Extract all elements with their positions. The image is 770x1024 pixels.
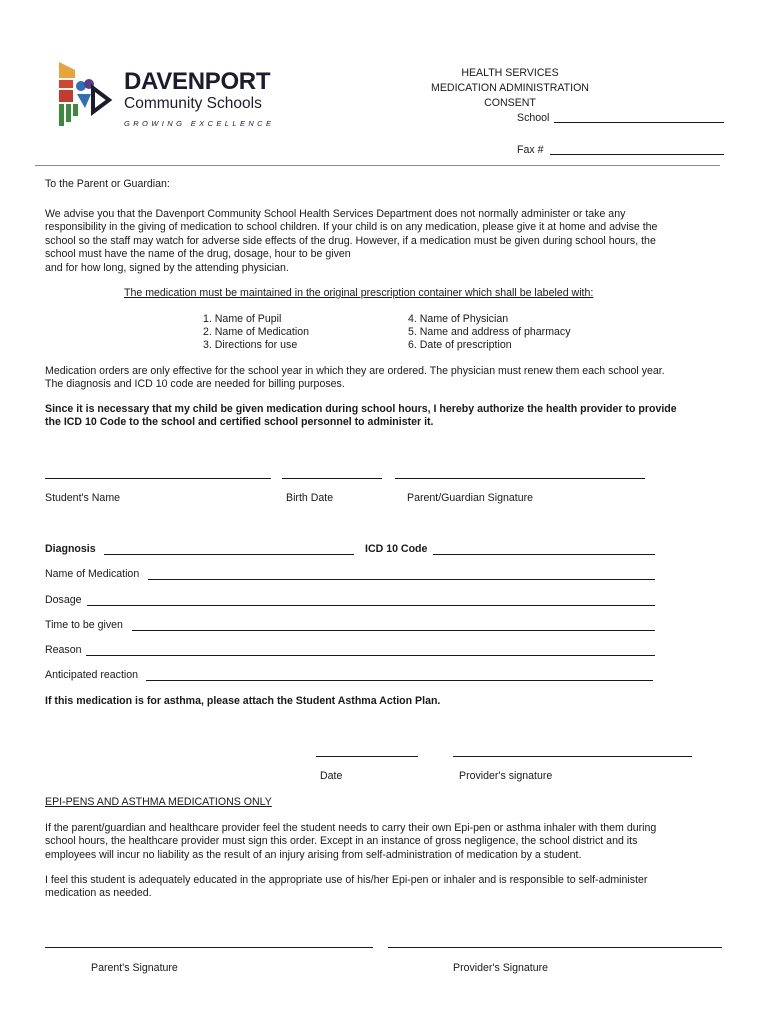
dosage-field[interactable]: [87, 605, 655, 606]
self-admin-line: medication as needed.: [45, 887, 152, 900]
logo-mark: [57, 60, 119, 128]
icd10-label: ICD 10 Code: [365, 543, 428, 555]
final-provider-signature-field[interactable]: [388, 947, 722, 948]
epipen-heading: EPI-PENS AND ASTHMA MEDICATIONS ONLY: [45, 796, 272, 808]
epipen-line: school hours, the healthcare provider must sign this order. Except in an instance of gross negligence, the school district and its: [45, 835, 638, 848]
provider-signature-label: Provider's signature: [459, 770, 553, 782]
diagnosis-field[interactable]: [104, 554, 354, 555]
reaction-label: Anticipated reaction: [45, 669, 139, 681]
epipen-line: If the parent/guardian and healthcare provider feel the student needs to carry their own Epi-pen or asthma inhaler with them during: [45, 822, 657, 834]
fax-field[interactable]: [550, 154, 724, 155]
student-name-label: Student's Name: [45, 492, 121, 504]
time-label: Time to be given: [45, 619, 123, 631]
intro-paragraph: [45, 208, 725, 275]
dept-name: HEALTH SERVICES: [461, 67, 559, 79]
medication-name-field[interactable]: [148, 579, 655, 580]
epipen-line: employees will incur no liability as the result of an injury arising from self-administration of medication by a student.: [45, 848, 582, 861]
reaction-field[interactable]: [146, 680, 653, 681]
birth-date-field[interactable]: [282, 478, 382, 479]
list-item: 6. Date of prescription: [408, 339, 512, 351]
label-list-left: [203, 313, 309, 352]
time-field[interactable]: [132, 630, 655, 631]
self-admin-paragraph: [45, 874, 725, 901]
provider-signature-field[interactable]: [453, 756, 692, 757]
final-parent-signature-label: Parent's Signature: [91, 962, 178, 974]
provider-date-label: Date: [320, 770, 343, 782]
medication-name-label: Name of Medication: [45, 568, 140, 580]
intro-line: and for how long, signed by the attending physician.: [45, 261, 289, 274]
dosage-label: Dosage: [45, 594, 82, 606]
reason-field[interactable]: [86, 655, 655, 656]
list-item: 3. Directions for use: [203, 339, 298, 351]
intro-line: responsibility in the giving of medication to school children. If your child is on any medication, please give it at home and advise the: [45, 221, 658, 234]
label-heading: The medication must be maintained in the original prescription container which shall be labeled with:: [124, 287, 594, 299]
reason-label: Reason: [45, 644, 82, 656]
self-admin-line: I feel this student is adequately educated in the appropriate use of his/her Epi-pen or inhaler and is responsible to self-administer: [45, 874, 648, 886]
form-title: MEDICATION ADMINISTRATION: [431, 82, 589, 94]
orders-line: The diagnosis and ICD 10 code are needed for billing purposes.: [45, 378, 345, 391]
header-divider: [35, 165, 720, 166]
orders-line: Medication orders are only effective for the school year in which they are ordered. The physician must renew them each school year.: [45, 365, 665, 377]
school-field[interactable]: [554, 122, 724, 123]
student-name-field[interactable]: [45, 478, 271, 479]
authorization-line: the ICD 10 Code to the school and certified school personnel to administer it.: [45, 416, 434, 429]
intro-line: We advise you that the Davenport Community School Health Services Department does not normally administer or take any: [45, 208, 626, 220]
authorization-text: [45, 403, 725, 430]
epipen-paragraph: [45, 822, 725, 862]
label-list-right: [408, 313, 571, 352]
salutation: To the Parent or Guardian:: [45, 178, 170, 190]
icd10-field[interactable]: [433, 554, 655, 555]
fax-label: Fax #: [517, 144, 544, 156]
logo-title: DAVENPORT: [124, 68, 271, 95]
diagnosis-label: Diagnosis: [45, 543, 96, 555]
list-item: 4. Name of Physician: [408, 313, 509, 325]
orders-note: [45, 365, 725, 392]
asthma-note: If this medication is for asthma, please attach the Student Asthma Action Plan.: [45, 695, 441, 707]
intro-line: school must have the name of the drug, dosage, hour to be given: [45, 248, 351, 261]
list-item: 1. Name of Pupil: [203, 313, 282, 325]
parent-signature-label: Parent/Guardian Signature: [407, 492, 534, 504]
logo-tagline: GROWING EXCELLENCE: [124, 119, 275, 128]
final-provider-signature-label: Provider's Signature: [453, 962, 549, 974]
parent-signature-field[interactable]: [395, 478, 645, 479]
provider-date-field[interactable]: [316, 756, 418, 757]
authorization-line: Since it is necessary that my child be given medication during school hours, I hereby authorize the health provider to provide: [45, 403, 677, 415]
intro-line: school so the staff may watch for adverse side effects of the drug. However, if a medication must be given during school hours, the: [45, 234, 656, 247]
list-item: 5. Name and address of pharmacy: [408, 326, 571, 338]
final-parent-signature-field[interactable]: [45, 947, 373, 948]
school-label: School: [517, 112, 550, 124]
logo-subtitle: Community Schools: [124, 95, 262, 112]
birth-date-label: Birth Date: [286, 492, 334, 504]
form-subtitle: CONSENT: [484, 97, 536, 109]
list-item: 2. Name of Medication: [203, 326, 309, 338]
